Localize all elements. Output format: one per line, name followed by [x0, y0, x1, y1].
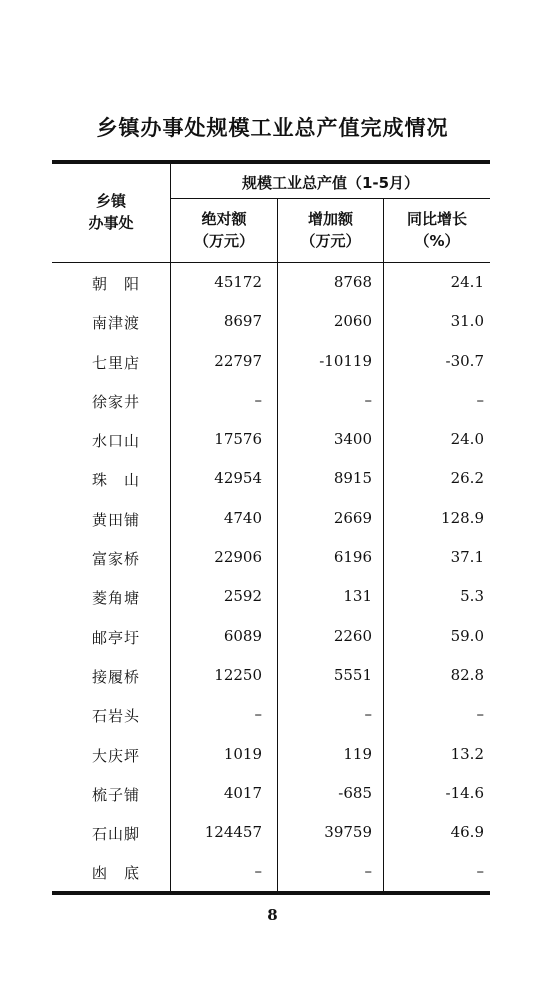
- table-row: [52, 421, 490, 460]
- town-name: 富家桥: [92, 550, 141, 569]
- absolute-value: 12250: [214, 665, 262, 684]
- absolute-value: 6089: [223, 626, 262, 645]
- table-row: [52, 539, 490, 578]
- table-top-rule: [52, 160, 490, 164]
- town-name: 珠 山: [92, 471, 141, 490]
- table-row: [52, 500, 490, 539]
- absolute-value: 124457: [204, 823, 262, 842]
- increase-value: 2260: [333, 626, 372, 645]
- table-row: [52, 460, 490, 499]
- header-absolute-line2: （万元）: [193, 232, 254, 250]
- increase-value: -10119: [319, 351, 372, 370]
- growth-value: 31.0: [450, 312, 484, 331]
- absolute-value: –: [254, 390, 262, 409]
- growth-value: -14.6: [445, 783, 484, 802]
- absolute-value: 2592: [223, 587, 262, 606]
- table-row: [52, 814, 490, 853]
- table-row: [52, 853, 490, 892]
- header-growth-line1: 同比增长: [406, 210, 467, 228]
- growth-value: 128.9: [441, 508, 484, 527]
- growth-value: –: [476, 390, 484, 409]
- increase-value: 2060: [333, 312, 372, 331]
- growth-value: 46.9: [450, 823, 484, 842]
- header-increase: [278, 208, 383, 252]
- town-name: 黄田铺: [92, 510, 141, 529]
- town-name: 邮亭圩: [92, 628, 141, 647]
- increase-value: 8915: [333, 469, 372, 488]
- header-increase-line2: （万元）: [300, 232, 361, 250]
- growth-value: –: [476, 705, 484, 724]
- town-name: 朝 阳: [92, 275, 141, 293]
- town-name: 石山脚: [92, 825, 141, 844]
- absolute-value: 42954: [214, 469, 262, 488]
- increase-value: -685: [338, 783, 372, 802]
- town-name: 徐家井: [92, 392, 141, 411]
- town-name: 南津渡: [92, 314, 141, 333]
- absolute-value: 4017: [223, 783, 262, 802]
- town-name: 水口山: [92, 432, 141, 451]
- absolute-value: 45172: [214, 273, 262, 291]
- growth-value: 5.3: [460, 587, 484, 606]
- header-bottom-rule: [52, 262, 490, 263]
- town-name: 凼 底: [92, 864, 141, 883]
- town-name: 七里店: [92, 353, 141, 372]
- town-name: 接履桥: [92, 667, 141, 686]
- table-row: [52, 303, 490, 342]
- header-absolute: [171, 208, 277, 252]
- increase-value: –: [364, 705, 372, 724]
- increase-value: –: [364, 390, 372, 409]
- table-row: [52, 343, 490, 382]
- header-absolute-line1: 绝对额: [201, 210, 247, 228]
- table-row: [52, 696, 490, 735]
- absolute-value: –: [254, 862, 262, 881]
- increase-value: 131: [343, 587, 372, 606]
- absolute-value: –: [254, 705, 262, 724]
- growth-value: 24.1: [450, 273, 484, 291]
- header-growth: [384, 208, 490, 252]
- increase-value: 3400: [333, 430, 372, 449]
- header-group: 规模工业总产值（1-5月）: [241, 174, 420, 192]
- header-town-line1: 乡镇: [95, 192, 126, 210]
- absolute-value: 4740: [223, 508, 262, 527]
- table-row: [52, 382, 490, 421]
- table-row: [52, 618, 490, 657]
- increase-value: 119: [343, 744, 372, 763]
- growth-value: 24.0: [450, 430, 484, 449]
- absolute-value: 1019: [223, 744, 262, 763]
- absolute-value: 8697: [223, 312, 262, 331]
- town-name: 石岩头: [92, 707, 141, 726]
- table-row: [52, 775, 490, 814]
- town-name: 梳子铺: [92, 785, 141, 804]
- increase-value: 39759: [324, 823, 372, 842]
- growth-value: 26.2: [450, 469, 484, 488]
- page-title: 乡镇办事处规模工业总产值完成情况: [96, 116, 449, 140]
- header-growth-line2: （%）: [414, 232, 460, 250]
- town-name: 大庆坪: [92, 746, 141, 765]
- increase-value: 8768: [333, 273, 372, 291]
- increase-value: –: [364, 862, 372, 881]
- header-group-divider: [170, 198, 490, 199]
- growth-value: -30.7: [445, 351, 484, 370]
- increase-value: 5551: [333, 665, 372, 684]
- table-row: [52, 657, 490, 696]
- growth-value: 37.1: [450, 548, 484, 567]
- absolute-value: 22906: [214, 548, 262, 567]
- town-name: 菱角塘: [92, 589, 141, 608]
- table-body: [52, 264, 490, 893]
- absolute-value: 17576: [214, 430, 262, 449]
- table-row: [52, 736, 490, 775]
- page-number: 8: [267, 906, 278, 924]
- table-row: [52, 578, 490, 617]
- header-town: [52, 190, 170, 234]
- table-row: [52, 264, 490, 303]
- absolute-value: 22797: [214, 351, 262, 370]
- increase-value: 6196: [333, 548, 372, 567]
- growth-value: –: [476, 862, 484, 881]
- growth-value: 82.8: [450, 665, 484, 684]
- header-town-line2: 办事处: [88, 214, 134, 232]
- growth-value: 59.0: [450, 626, 484, 645]
- header-increase-line1: 增加额: [307, 210, 353, 228]
- growth-value: 13.2: [450, 744, 484, 763]
- increase-value: 2669: [333, 508, 372, 527]
